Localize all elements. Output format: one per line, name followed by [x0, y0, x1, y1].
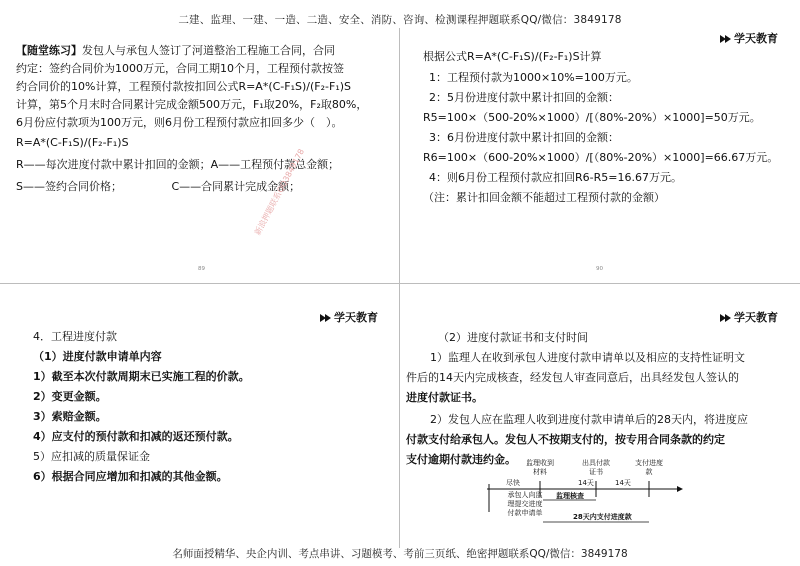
list-item: 1）截至本次付款周期末已实施工程的价款。	[33, 370, 250, 383]
calc-line-6: R6=100×（600-20%×1000）/[（80%-20%）×1000]=66.67万元。	[423, 151, 779, 164]
brand-logo: 学天教育	[720, 309, 778, 325]
page-header-banner: 二建、监理、一建、一造、二造、安全、消防、咨询、检测课程押题联系QQ/微信：3849178	[178, 14, 622, 26]
brand-logo: 学天教育	[720, 30, 778, 46]
timeline-segment-label: 14天	[578, 479, 594, 487]
list-item: 6）根据合同应增加和扣减的其他金额。	[33, 470, 228, 483]
para-1-line-1: 1）监理人在收到承包人进度付款申请单以及相应的支持性证明文	[430, 351, 745, 364]
para-1-line-2: 件后的14天内完成核查，经发包人审查同意后，出具经发包人签认的	[406, 371, 739, 384]
list-item: 3）索赔金额。	[33, 410, 107, 423]
definition-line-1: R——每次进度付款中累计扣回的金额；A——工程预付款总金额；	[16, 158, 340, 171]
brand-logo: 学天教育	[320, 309, 378, 325]
list-item: 5）应扣减的质量保证金	[33, 450, 150, 463]
timeline-note: 承包人向监理提交进度付款申请单	[507, 491, 543, 517]
calc-line-3: 2：5月份进度付款中累计扣回的金额：	[429, 91, 619, 104]
definition-line-2: S——签约合同价格； C——合同累计完成金额；	[16, 180, 301, 193]
question-line-4: 计算，第5个月末时合同累计完成金额500万元，F₁取20%，F₂取80%，	[16, 98, 368, 111]
calc-line-5: 3：6月份进度付款中累计扣回的金额：	[429, 131, 619, 144]
question-line-5: 6月份应付款项为100万元，则6月份工程预付款应扣回多少（ ）。	[16, 116, 343, 129]
section-title: 4．工程进度付款	[33, 330, 117, 343]
timeline-segment-label: 14天	[615, 479, 631, 487]
practice-tag: 【随堂练习】	[16, 44, 82, 57]
page-footer-banner: 名师面授精华、央企内训、考点串讲、习题模考、考前三页纸、绝密押题联系QQ/微信：3849178	[172, 548, 628, 560]
timeline-segment-label: 尽快	[506, 479, 520, 487]
timeline-review-label: 监理核查	[556, 492, 584, 500]
question-line-2: 约定：签约合同价为1000万元，合同工期10个月，工程预付款按签	[16, 62, 344, 75]
question-line-1: 发包人与承包人签订了河道整治工程施工合同，合同	[82, 44, 335, 57]
page-number: 89	[198, 266, 205, 272]
section-subtitle: （1）进度付款申请单内容	[33, 350, 162, 363]
timeline-label: 出具付款证书	[582, 459, 610, 476]
calc-line-7: 4：则6月份工程预付款应扣回R6-R5=16.67万元。	[429, 171, 682, 184]
para-2-line-2: 付款支付给承包人。发包人不按期支付的，按专用合同条款的约定	[406, 433, 725, 446]
para-2-line-1: 2）发包人应在监理人收到进度付款申请单后的28天内，将进度应	[430, 413, 748, 426]
timeline-total-label: 28天内支付进度款	[573, 513, 632, 521]
section-title: （2）进度付款证书和支付时间	[438, 331, 588, 344]
watermark: 新浪押题联系QQ3849178	[252, 147, 307, 237]
timeline-label: 监理收到材料	[526, 459, 554, 476]
para-2-line-3: 支付逾期付款违约金。	[406, 453, 516, 466]
calc-line-2: 1：工程预付款为1000×10%=100万元。	[429, 71, 638, 84]
page-number: 90	[596, 266, 603, 272]
calc-note: （注：累计扣回金额不能超过工程预付款的金额）	[423, 191, 665, 204]
formula: R=A*(C-F₁S)/(F₂-F₁)S	[16, 136, 129, 149]
calc-line-4: R5=100×（500-20%×1000）/[（80%-20%）×1000]=50万元。	[423, 111, 761, 124]
list-item: 4）应支付的预付款和扣减的返还预付款。	[33, 430, 239, 443]
calc-line-1: 根据公式R=A*(C-F₁S)/(F₂-F₁)S计算	[423, 50, 602, 63]
question-line-3: 约合同价的10%计算，工程预付款按扣回公式R=A*(C-F₁S)/(F₂-F₁)S	[16, 80, 351, 93]
list-item: 2）变更金额。	[33, 390, 107, 403]
timeline-label: 支付进度款	[635, 459, 663, 476]
para-1-line-3: 进度付款证书。	[406, 391, 483, 404]
